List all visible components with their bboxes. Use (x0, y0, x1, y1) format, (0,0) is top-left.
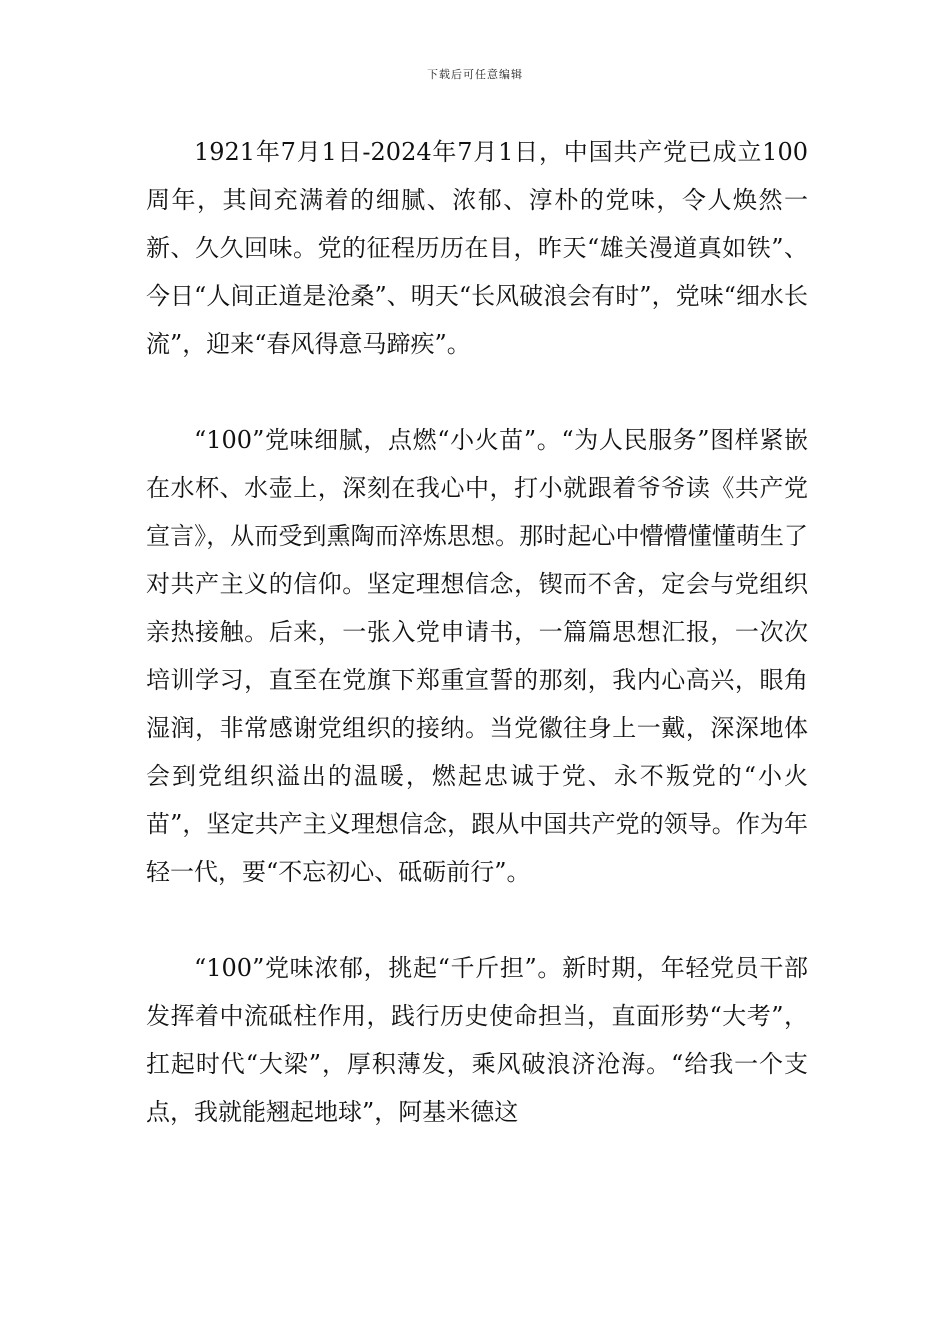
paragraph-1: 1921年7月1日-2024年7月1日，中国共产党已成立100周年，其间充满着的细腻、浓郁、淳朴的党味，令人焕然一新、久久回味。党的征程历历在目，昨天“雄关漫道真如铁”、今日“人间正道是沧桑”、明天“长风破浪会有时”，党味“细水长流”，迎来“春风得意马蹄疾”。 (146, 138, 808, 358)
paragraph-3: “100”党味浓郁，挑起“千斤担”。新时期，年轻党员干部发挥着中流砥柱作用，践行历史使命担当，直面形势“大考”，扛起时代“大梁”，厚积薄发，乘风破浪济沧海。“给我一个支点，我就能翘起地球”，阿基米德这 (146, 954, 808, 1126)
header-note: 下载后可任意编辑 (427, 68, 523, 81)
paragraph-2: “100”党味细腻，点燃“小火苗”。“为人民服务”图样紧嵌在水杯、水壶上，深刻在我心中，打小就跟着爷爷读《共产党宣言》，从而受到熏陶而淬炼思想。那时起心中懵懵懂懂萌生了对共产主义的信仰。坚定理想信念，锲而不舍，定会与党组织亲热接触。后来，一张入党申请书，一篇篇思想汇报，一次次培训学习，直至在党旗下郑重宣誓的那刻，我内心高兴，眼角湿润，非常感谢党组织的接纳。当党徽往身上一戴，深深地体会到党组织溢出的温暖，燃起忠诚于党、永不叛党的“小火苗”，坚定共产主义理想信念，跟从中国共产党的领导。作为年轻一代，要“不忘初心、砥砺前行”。 (146, 426, 808, 886)
document-body (146, 128, 808, 1136)
